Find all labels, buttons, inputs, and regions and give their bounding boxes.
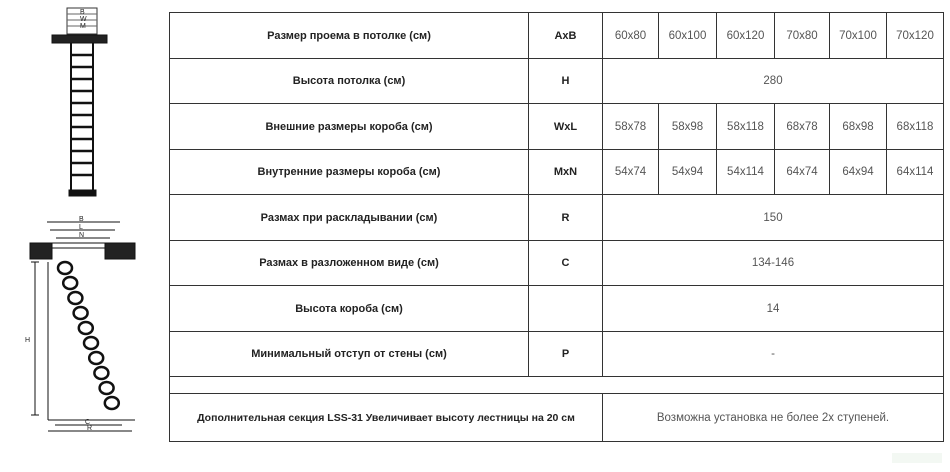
value-cell: 68x78 bbox=[775, 104, 830, 150]
value-cell: 68x98 bbox=[830, 104, 887, 150]
table-row bbox=[170, 59, 944, 104]
value-cell-merged: 150 bbox=[603, 195, 944, 241]
ladder-segment bbox=[100, 382, 114, 394]
value-cell: 64x74 bbox=[775, 150, 830, 195]
row-label: Высота потолка (см) bbox=[170, 59, 529, 104]
value-cell-merged: 14 bbox=[603, 286, 944, 332]
table-row bbox=[170, 104, 944, 150]
row-label: Внутренние размеры короба (см) bbox=[170, 150, 529, 195]
label-w: W bbox=[80, 16, 87, 23]
value-cell: 54x94 bbox=[659, 150, 717, 195]
label-b-top: B bbox=[80, 9, 85, 16]
value-cell: 60x80 bbox=[603, 13, 659, 59]
extra-section-value: Возможна установка не более 2х ступеней. bbox=[603, 394, 944, 442]
value-cell: 68x118 bbox=[887, 104, 944, 150]
value-cell: 60x100 bbox=[659, 13, 717, 59]
label-l: L bbox=[79, 224, 83, 231]
value-cell-merged: 134-146 bbox=[603, 241, 944, 286]
row-symbol: AxB bbox=[529, 13, 603, 59]
ladder-segment bbox=[89, 352, 103, 364]
value-cell: 58x118 bbox=[717, 104, 775, 150]
extra-section-label: Дополнительная секция LSS-31 Увеличивает высоту лестницы на 20 см bbox=[170, 394, 603, 442]
table-row-extra bbox=[170, 394, 944, 442]
row-label: Размер проема в потолке (см) bbox=[170, 13, 529, 59]
row-label: Высота короба (см) bbox=[170, 286, 529, 332]
value-cell: 70x100 bbox=[830, 13, 887, 59]
value-cell: 60x120 bbox=[717, 13, 775, 59]
folded-ladder-drawing bbox=[52, 8, 107, 196]
label-c: C bbox=[85, 419, 91, 426]
value-cell: 58x78 bbox=[603, 104, 659, 150]
ladder-drawings bbox=[0, 0, 165, 467]
table-row bbox=[170, 332, 944, 377]
table-row bbox=[170, 241, 944, 286]
value-cell-merged: - bbox=[603, 332, 944, 377]
unfolded-ladder-drawing bbox=[30, 222, 135, 431]
faint-watermark bbox=[892, 453, 942, 463]
row-label: Внешние размеры короба (см) bbox=[170, 104, 529, 150]
spacer-cell bbox=[170, 377, 944, 394]
row-label: Размах при раскладывании (см) bbox=[170, 195, 529, 241]
table-row bbox=[170, 195, 944, 241]
row-symbol: MxN bbox=[529, 150, 603, 195]
value-cell: 54x74 bbox=[603, 150, 659, 195]
ladder-segment bbox=[79, 322, 93, 334]
table-row bbox=[170, 13, 944, 59]
row-symbol: P bbox=[529, 332, 603, 377]
row-label: Минимальный отступ от стены (см) bbox=[170, 332, 529, 377]
ladder-segment bbox=[74, 307, 88, 319]
spec-table bbox=[169, 12, 944, 442]
table-row bbox=[170, 150, 944, 195]
label-r: R bbox=[87, 425, 93, 432]
value-cell: 64x114 bbox=[887, 150, 944, 195]
label-n: N bbox=[79, 232, 85, 239]
row-symbol: C bbox=[529, 241, 603, 286]
value-cell: 70x80 bbox=[775, 13, 830, 59]
ladder-segment bbox=[94, 367, 108, 379]
ladder-diagram bbox=[0, 0, 165, 467]
ladder-segment bbox=[105, 397, 119, 409]
row-symbol: R bbox=[529, 195, 603, 241]
ladder-segment bbox=[58, 262, 72, 274]
value-cell: 58x98 bbox=[659, 104, 717, 150]
ladder-segment bbox=[63, 277, 77, 289]
row-symbol: H bbox=[529, 59, 603, 104]
label-m: M bbox=[80, 23, 86, 30]
value-cell: 54x114 bbox=[717, 150, 775, 195]
value-cell-merged: 280 bbox=[603, 59, 944, 104]
label-b: B bbox=[79, 216, 84, 223]
value-cell: 64x94 bbox=[830, 150, 887, 195]
row-symbol: WxL bbox=[529, 104, 603, 150]
spacer-row bbox=[170, 377, 944, 394]
table-row bbox=[170, 286, 944, 332]
value-cell: 70x120 bbox=[887, 13, 944, 59]
label-h: H bbox=[25, 337, 31, 344]
row-label: Размах в разложенном виде (см) bbox=[170, 241, 529, 286]
ladder-segment bbox=[84, 337, 98, 349]
row-symbol bbox=[529, 286, 603, 332]
ladder-segment bbox=[68, 292, 82, 304]
